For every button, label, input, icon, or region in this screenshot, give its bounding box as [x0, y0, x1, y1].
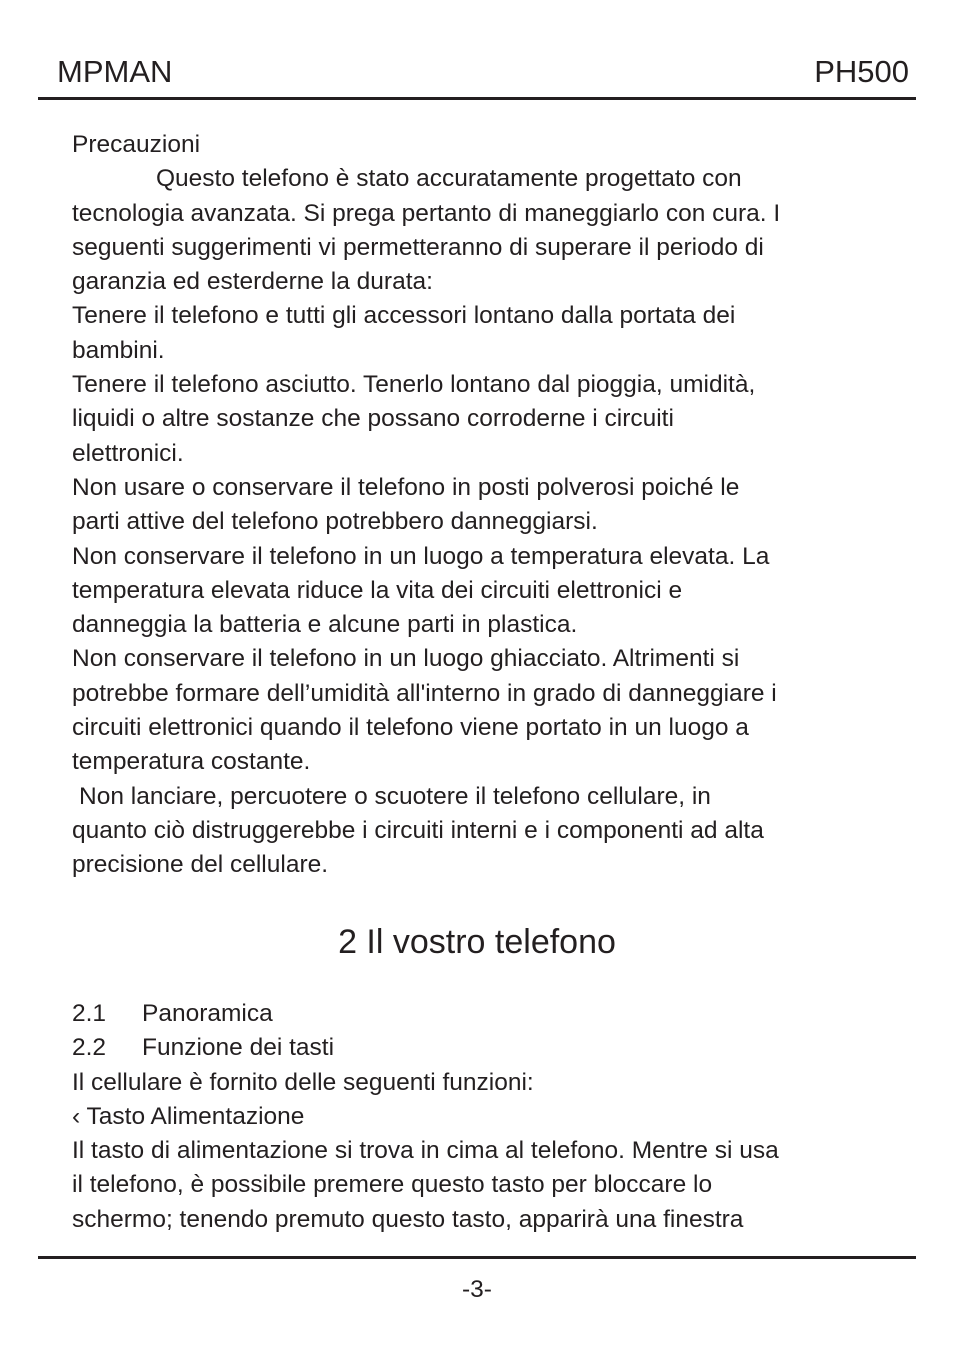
paragraph-line: quanto ciò distruggerebbe i circuiti interni e i componenti ad alta — [72, 816, 764, 844]
item-label: Funzione dei tasti — [142, 1034, 335, 1062]
paragraph-line: garanzia ed esterderne la durata: — [72, 268, 433, 296]
numbered-item — [72, 997, 912, 1031]
paragraph-line: danneggia la batteria e alcune parti in plastica. — [72, 611, 578, 639]
paragraph-line: Tenere il telefono e tutti gli accessori lontano dalla portata dei — [72, 302, 736, 330]
paragraph-line: parti attive del telefono potrebbero danneggiarsi. — [72, 508, 598, 536]
footer-divider — [38, 1256, 916, 1259]
paragraph-line: schermo; tenendo premuto questo tasto, apparirà una finestra — [72, 1205, 744, 1233]
paragraph-line: precisione del cellulare. — [72, 851, 329, 879]
header-model: PH500 — [814, 54, 909, 89]
paragraph-line: temperatura costante. — [72, 748, 311, 776]
paragraph-line: il telefono, è possibile premere questo tasto per bloccare lo — [72, 1171, 713, 1199]
numbered-item — [72, 1031, 912, 1065]
section-heading: Precauzioni — [72, 131, 201, 158]
item-number: 2.2 — [72, 1034, 107, 1062]
paragraph-line: Il tasto di alimentazione si trova in cima al telefono. Mentre si usa — [72, 1137, 779, 1165]
paragraph-line: Tenere il telefono asciutto. Tenerlo lontano dal pioggia, umidità, — [72, 371, 756, 399]
item-label: Panoramica — [142, 1000, 273, 1027]
paragraph-line: circuiti elettronici quando il telefono viene portato in un luogo a — [72, 714, 749, 742]
paragraph-line: temperatura elevata riduce la vita dei circuiti elettronici e — [72, 576, 683, 604]
paragraph-line: Non lanciare, percuotere o scuotere il telefono cellulare, in — [79, 782, 711, 810]
paragraph-line: Non conservare il telefono in un luogo ghiacciato. Altrimenti si — [72, 645, 740, 673]
paragraph-line: Il cellulare è fornito delle seguenti funzioni: — [72, 1068, 534, 1096]
chapter-title: 2 Il vostro telefono — [338, 923, 616, 961]
precautions-section — [72, 128, 912, 883]
paragraph-line: potrebbe formare dell’umidità all'interno in grado di danneggiare i — [72, 679, 777, 707]
paragraph-line: Questo telefono è stato accuratamente progettato con — [156, 165, 742, 193]
paragraph-line: bambini. — [72, 336, 165, 364]
header-brand: MPMAN — [57, 54, 173, 89]
paragraph-line: Non conservare il telefono in un luogo a temperatura elevata. La — [72, 542, 770, 570]
paragraph-line: liquidi o altre sostanze che possano corroderne i circuiti — [72, 405, 674, 433]
paragraph-line: tecnologia avanzata. Si prega pertanto di maneggiarlo con cura. I — [72, 199, 781, 227]
paragraph-line: elettronici. — [72, 439, 184, 467]
item-number: 2.1 — [72, 1000, 107, 1027]
page-number: -3- — [462, 1276, 492, 1303]
paragraph-line: seguenti suggerimenti vi permetteranno di superare il periodo di — [72, 233, 764, 261]
header-divider — [38, 97, 916, 100]
paragraph-line: ‹ Tasto Alimentazione — [72, 1102, 305, 1130]
phone-section — [72, 997, 912, 1237]
paragraph-line: Non usare o conservare il telefono in posti polverosi poiché le — [72, 473, 740, 501]
